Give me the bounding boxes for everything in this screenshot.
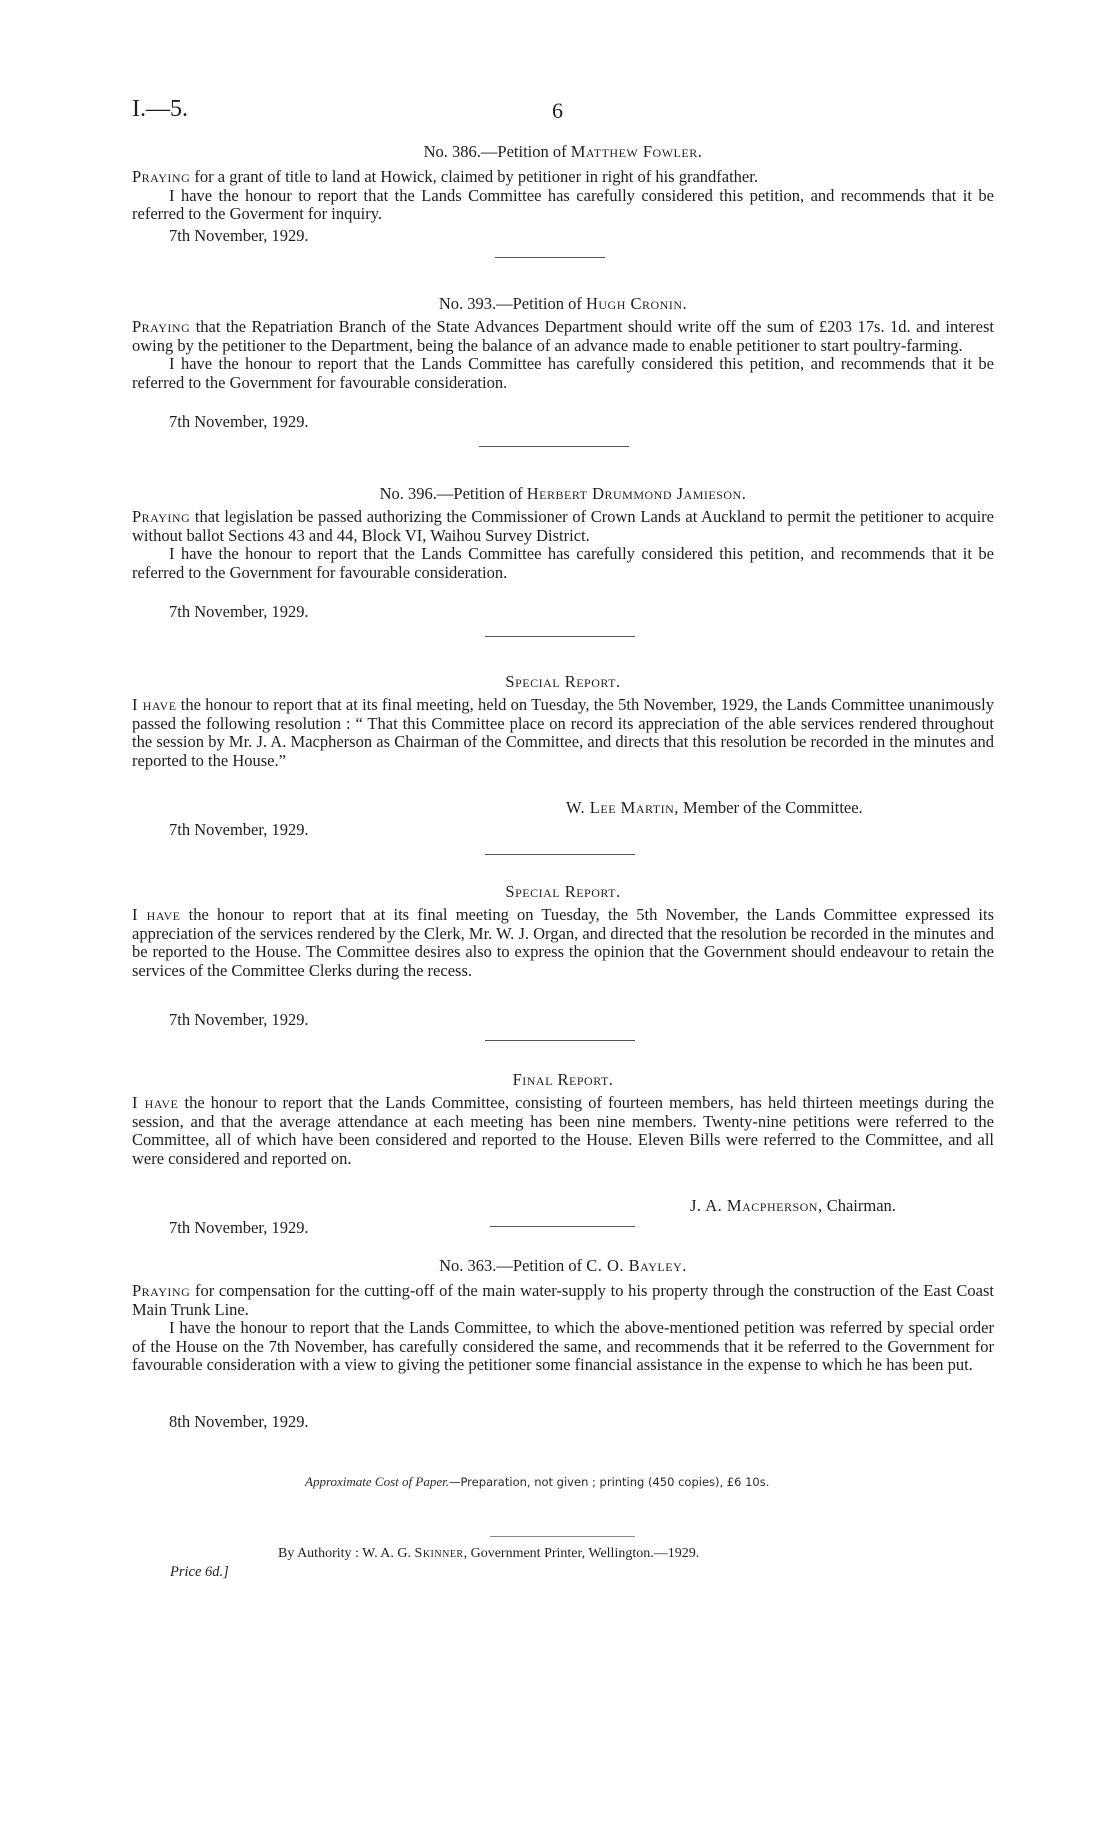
report-title: Final Report. [512, 1070, 614, 1089]
prayer-text: that the Repatriation Branch of the State Advances Department should write off the sum of £203 17s. 1d. and interest owing by the petitioner to the Department, being the balance of an advance made to enable petitioner to start poultry-farming. [132, 317, 994, 355]
prayer-text: for a grant of title to land at Howick, claimed by petitioner in right of his grandfather. [190, 167, 758, 186]
report-text: the honour to report that the Lands Committee, consisting of fourteen members, has held thirteen meetings during the session, and that the average attendance at each meeting has been nine members. Twenty-nine petitions were referred to the Committee, all of which have been considered and reported to the House. Eleven Bills were referred to the Committee, and all were considered and reported on. [132, 1093, 994, 1168]
petition-396-date: 7th November, 1929. [169, 602, 309, 621]
section-divider [485, 636, 635, 637]
signatory-role: Member of the Committee. [678, 798, 863, 817]
heading-prefix: No. 396.—Petition of [379, 484, 527, 503]
section-divider [485, 854, 635, 855]
printer-authority-line [278, 1546, 699, 1562]
petition-396-heading [132, 484, 994, 504]
report-text: the honour to report that at its final meeting on Tuesday, the 5th November, the Lands Committee expressed its appreciation of the services rendered by the Clerk, Mr. W. J. Organ, and directed that the resolution be recorded in the minutes and be reported to the House. The Committee desires also to express the opinion that the Government should endeavour to retain the services of the Committee Clerks during the recess. [132, 905, 994, 980]
lead-word: I have [132, 1093, 179, 1112]
heading-prefix: No. 363.—Petition of [439, 1256, 587, 1275]
petition-386-heading [132, 142, 994, 162]
report-title: Special Report. [505, 882, 621, 901]
report-text: the honour to report that at its final meeting, held on Tuesday, the 5th November, 1929, the Lands Committee unanimously passed the following resolution : “ That this Committee place on record its appreciation of the able services rendered throughout the session by Mr. J. A. Macpherson as Chairman of the Committee, and directs that this resolution be recorded in the minutes and reported to the House.” [132, 695, 994, 770]
petitioner-name: Herbert Drummond Jamieson. [526, 484, 747, 503]
heading-prefix: No. 386.—Petition of [423, 142, 571, 161]
signatory-role: Chairman. [822, 1196, 896, 1215]
report-text: I have the honour to report that the Lands Committee has carefully considered this petition, and recommends that it be referred to the Goverment for inquiry. [132, 185, 994, 224]
document-series-code: I.—5. [132, 96, 188, 122]
lead-word: Praying [132, 317, 191, 336]
authority-prefix: By Authority : W. A. G. [278, 1546, 415, 1561]
special-report-2-body [132, 906, 994, 980]
final-report-heading [132, 1070, 994, 1090]
report-text: I have the honour to report that the Lands Committee, to which the above-mentioned petition was referred by special order of the House on the 7th November, has carefully considered the same, and recommends that it be referred to the Government for favourable consideration with a view to giving the petitioner some financial assistance in the expense to which he has been put. [132, 1318, 994, 1375]
prayer-text: for compensation for the cutting-off of the main water-supply to his property through the construction of the East Coast Main Trunk Line. [132, 1281, 994, 1319]
prayer-text: that legislation be passed authorizing the Commissioner of Crown Lands at Auckland to permit the petitioner to acquire without ballot Sections 43 and 44, Block VI, Waihou Survey District. [132, 507, 994, 545]
heading-prefix: No. 393.—Petition of [438, 294, 586, 313]
page-number: 6 [552, 98, 563, 123]
cost-text: —Preparation, not given ; printing (450 copies), £6 10s. [448, 1475, 770, 1489]
petition-386-body [132, 168, 994, 224]
special-report-2-date: 7th November, 1929. [169, 1010, 309, 1029]
price-note: Price 6d.] [170, 1564, 229, 1580]
petition-393-body [132, 318, 994, 392]
authority-suffix: , Government Printer, Wellington.—1929. [463, 1546, 700, 1561]
petition-363-heading [132, 1256, 994, 1276]
signatory-name: W. Lee Martin, [566, 798, 679, 817]
lead-word: I have [132, 905, 181, 924]
petitioner-name: C. O. Bayley. [586, 1256, 687, 1275]
section-divider [495, 257, 605, 258]
petition-393-date: 7th November, 1929. [169, 412, 309, 431]
report-text: I have the honour to report that the Lands Committee has carefully considered this petition, and recommends that it be referred to the Government for favourable consideration. [132, 354, 994, 392]
special-report-1-heading [132, 672, 994, 692]
final-report-date: 7th November, 1929. [169, 1218, 309, 1237]
lead-word: Praying [132, 1281, 191, 1300]
petition-363-body [132, 1282, 994, 1375]
final-report-body [132, 1094, 994, 1168]
cost-label: Approximate Cost of Paper. [305, 1474, 449, 1489]
petitioner-name: Hugh Cronin. [585, 294, 688, 313]
lead-word: Praying [132, 167, 191, 186]
petition-396-body [132, 508, 994, 582]
cost-of-paper-note [305, 1474, 769, 1490]
special-report-1-body [132, 696, 994, 770]
petitioner-name: Matthew Fowler. [570, 142, 703, 161]
petition-386-date: 7th November, 1929. [169, 226, 309, 245]
petition-363-date: 8th November, 1929. [169, 1412, 309, 1431]
section-divider [485, 1040, 635, 1041]
lead-word: I have [132, 695, 177, 714]
report-text: I have the honour to report that the Lands Committee has carefully considered this petition, and recommends that it be referred to the Government for favourable consideration. [132, 544, 994, 582]
lead-word: Praying [132, 507, 191, 526]
footer-divider [490, 1536, 635, 1537]
printer-name: Skinner [414, 1546, 464, 1561]
special-report-1-signature [566, 798, 863, 818]
final-report-signature [690, 1196, 896, 1216]
report-title: Special Report. [505, 672, 621, 691]
special-report-1-date: 7th November, 1929. [169, 820, 309, 839]
section-divider [490, 1226, 635, 1227]
signatory-name: J. A. Macpherson, [690, 1196, 823, 1215]
section-divider [479, 446, 629, 447]
petition-393-heading [132, 294, 994, 314]
special-report-2-heading [132, 882, 994, 902]
